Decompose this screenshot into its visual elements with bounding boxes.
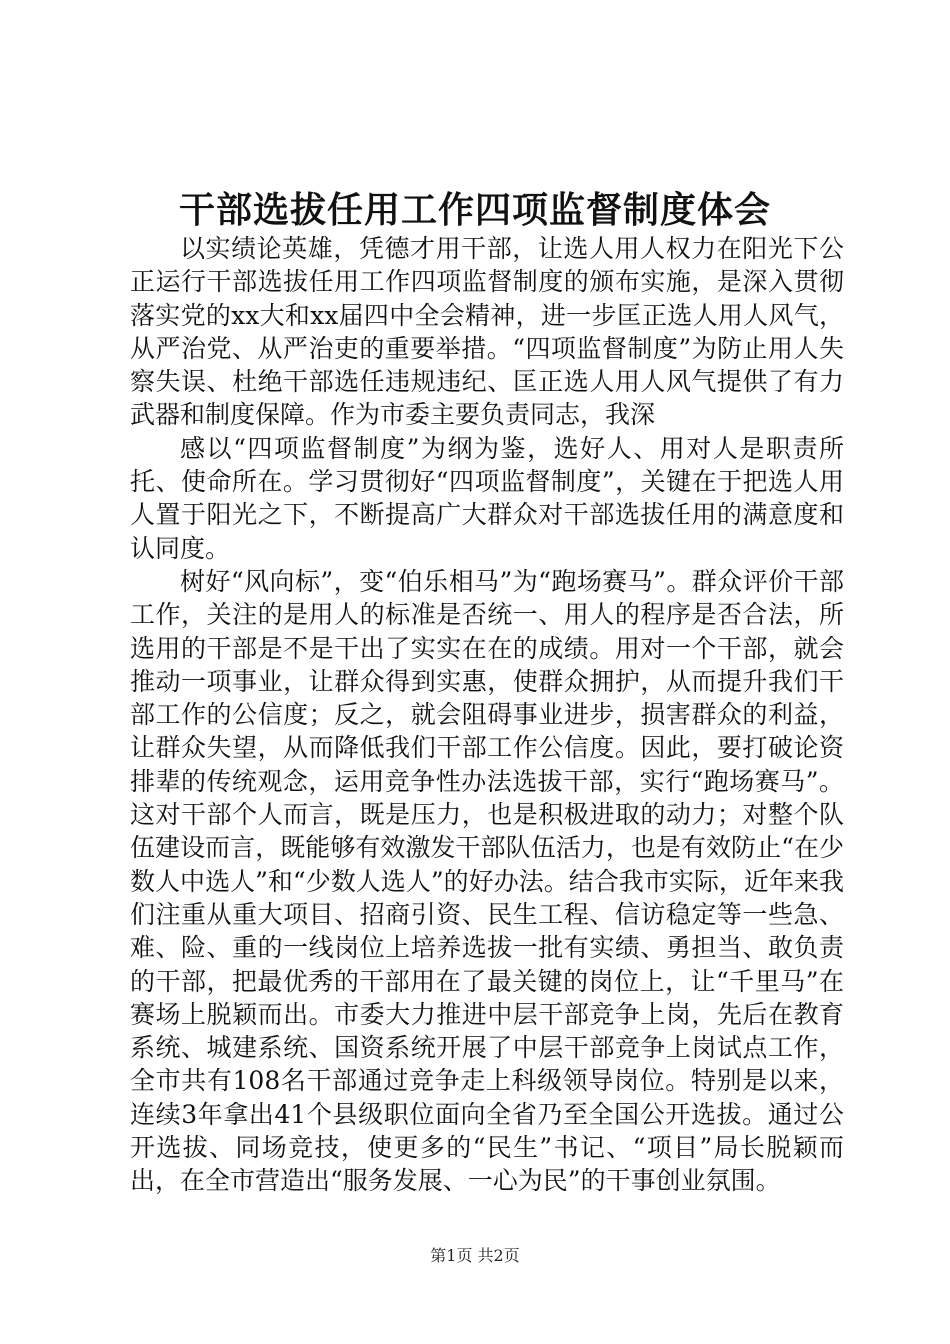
document-body bbox=[130, 232, 844, 1198]
paragraph-3: 树好“风向标”，变“伯乐相马”为“跑场赛马”。群众评价干部工作，关注的是用人的标准是否统一、用人的程序是否合法，所选用的干部是不是干出了实实在在的成绩。用对一个干部，就会推动一项事业，让群众得到实惠，使群众拥护，从而提升我们干部工作的公信度；反之，就会阻碍事业进步，损害群众的利益，让群众失望，从而降低我们干部工作公信度。因此，要打破论资排辈的传统观念，运用竞争性办法选拔干部，实行“跑场赛马”。这对干部个人而言，既是压力，也是积极进取的动力；对整个队伍建设而言，既能够有效激发干部队伍活力，也是有效防止“在少数人中选人”和“少数人选人”的好办法。结合我市实际，近年来我们注重从重大项目、招商引资、民生工程、信访稳定等一些急、难、险、重的一线岗位上培养选拔一批有实绩、勇担当、敢负责的干部，把最优秀的干部用在了最关键的岗位上，让“千里马”在赛场上脱颖而出。市委大力推进中层干部竞争上岗，先后在教育系统、城建系统、国资系统开展了中层干部竞争上岗试点工作，全市共有108名干部通过竞争走上科级领导岗位。特别是以来，连续3年拿出41个县级职位面向全省乃至全国公开选拔。通过公开选拔、同场竞技，使更多的“民生”书记、“项目”局长脱颖而出，在全市营造出“服务发展、一心为民”的干事创业氛围。 bbox=[130, 566, 844, 1196]
page-footer: 第1页 共2页 bbox=[430, 1246, 520, 1265]
paragraph-1: 以实绩论英雄，凭德才用干部，让选人用人权力在阳光下公正运行干部选拔任用工作四项监督制度的颁布实施，是深入贯彻落实党的xx大和xx届四中全会精神，进一步匡正选人用人风气，从严治党、从严治吏的重要举措。“四项监督制度”为防止用人失察失误、杜绝干部选任违规违纪、匡正选人用人风气提供了有力武器和制度保障。作为市委主要负责同志，我深 bbox=[130, 234, 844, 430]
document-title: 干部选拔任用工作四项监督制度体会 bbox=[178, 189, 771, 231]
paragraph-2: 感以“四项监督制度”为纲为鉴，选好人、用对人是职责所托、使命所在。学习贯彻好“四项监督制度”，关键在于把选人用人置于阳光之下，不断提高广大群众对干部选拔任用的满意度和认同度。 bbox=[130, 433, 844, 563]
